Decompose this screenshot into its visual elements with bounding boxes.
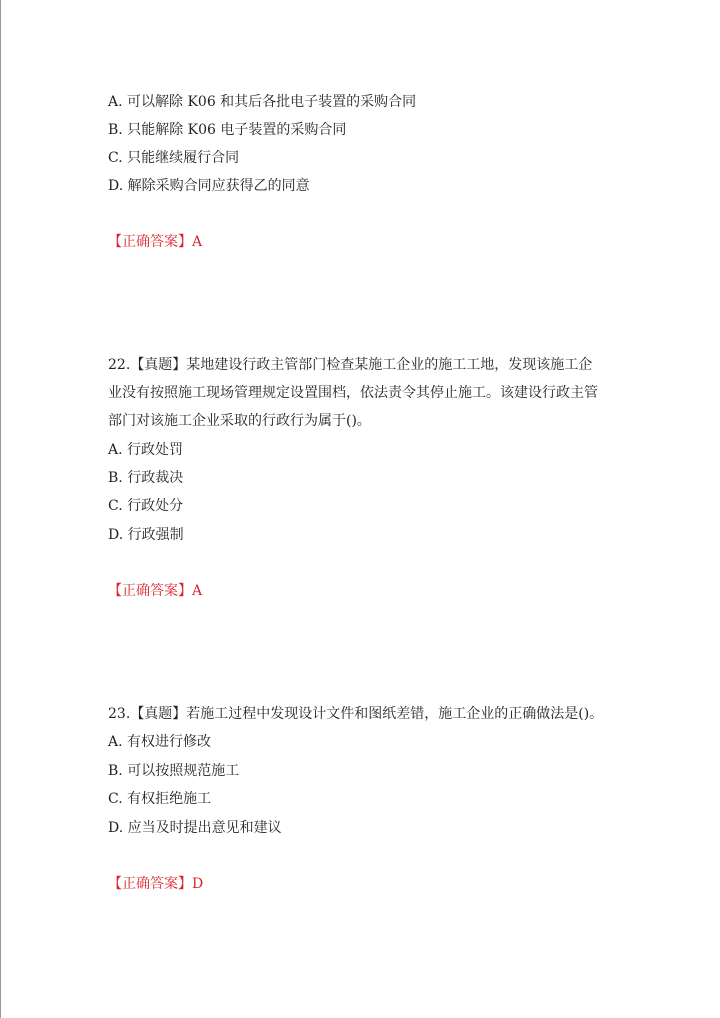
answer-label: 【正确答案】 [108, 234, 192, 250]
answer-value: A [192, 583, 203, 599]
option-c: C. 只能继续履行合同 [108, 150, 240, 166]
question-23-option-c: C. 有权拒绝施工 [108, 791, 212, 807]
question-22-stem-line: 业没有按照施工现场管理规定设置围档，依法责令其停止施工。该建设行政主管 [108, 385, 598, 401]
question-22-stem-line: 22.【真题】某地建设行政主管部门检查某施工企业的施工工地，发现该施工企 [108, 357, 593, 373]
option-b: B. 只能解除 K06 电子装置的采购合同 [108, 122, 347, 138]
question-22-answer [108, 582, 202, 600]
question-22-option-c: C. 行政处分 [108, 498, 184, 514]
question-22-stem-line: 部门对该施工企业采取的行政行为属于()。 [108, 413, 371, 429]
question-22-option-a: A. 行政处罚 [108, 442, 184, 458]
question-22-option-d: D. 行政强制 [108, 527, 184, 543]
question-23-stem-line: 23.【真题】若施工过程中发现设计文件和图纸差错，施工企业的正确做法是()。 [108, 706, 604, 722]
option-d: D. 解除采购合同应获得乙的同意 [108, 178, 310, 194]
question-22-option-b: B. 行政裁决 [108, 470, 184, 486]
answer-label: 【正确答案】 [108, 876, 192, 892]
page-border [0, 0, 1, 1018]
option-a: A. 可以解除 K06 和其后各批电子装置的采购合同 [108, 94, 417, 110]
question-23-option-a: A. 有权进行修改 [108, 734, 212, 750]
answer-value: D [192, 876, 204, 892]
answer-line [108, 233, 202, 251]
question-23-answer [108, 875, 203, 893]
answer-label: 【正确答案】 [108, 583, 192, 599]
answer-value: A [192, 234, 203, 250]
question-23-option-d: D. 应当及时提出意见和建议 [108, 820, 282, 836]
question-23-option-b: B. 可以按照规范施工 [108, 763, 240, 779]
